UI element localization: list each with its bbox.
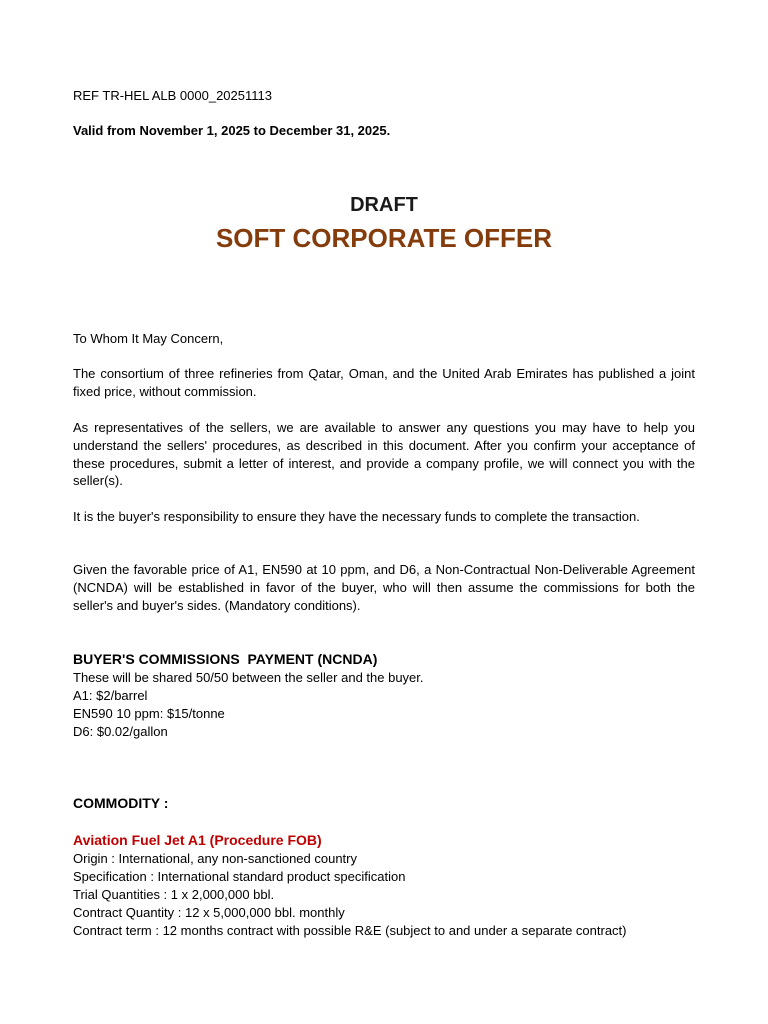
product-heading: Aviation Fuel Jet A1 (Procedure FOB) xyxy=(73,832,322,848)
product-detail-line: Specification : International standard product specification xyxy=(73,869,406,884)
document-title: SOFT CORPORATE OFFER xyxy=(215,223,553,253)
product-details xyxy=(73,850,713,940)
draft-label: DRAFT xyxy=(350,194,418,216)
product-detail-line: Origin : International, any non-sanctioned country xyxy=(73,851,358,866)
commission-line: A1: $2/barrel xyxy=(73,688,148,703)
buyer-commissions-heading: BUYER'S COMMISSIONS PAYMENT (NCNDA) xyxy=(73,651,378,667)
validity-period: Valid from November 1, 2025 to December 31, 2025. xyxy=(73,123,391,138)
product-detail-line: Contract term : 12 months contract with possible R&E (subject to and under a separate contract) xyxy=(73,923,627,938)
reference-number: REF TR-HEL ALB 0000_20251113 xyxy=(73,88,272,103)
commission-line: D6: $0.02/gallon xyxy=(73,724,168,739)
paragraph-consortium: The consortium of three refineries from Qatar, Oman, and the United Arab Emirates has published a joint fixed price, without commission. xyxy=(73,366,695,399)
paragraph-representatives: As representatives of the sellers, we are available to answer any questions you may have to help you understand the sellers' procedures, as described in this document. After you confirm your acceptance of these procedures, submit a letter of interest, and provide a company profile, we will connect you with the seller(s). xyxy=(73,420,695,489)
buyer-commissions-list xyxy=(73,669,424,741)
product-detail-line: Contract Quantity : 12 x 5,000,000 bbl. monthly xyxy=(73,905,345,920)
commission-line: These will be shared 50/50 between the seller and the buyer. xyxy=(73,670,424,685)
salutation: To Whom It May Concern, xyxy=(73,331,224,346)
commission-line: EN590 10 ppm: $15/tonne xyxy=(73,706,225,721)
paragraph-ncnda: Given the favorable price of A1, EN590 at 10 ppm, and D6, a Non-Contractual Non-Deliverable Agreement (NCNDA) will be established in favor of the buyer, who will then assume the commissions for both the seller's and buyer's sides. (Mandatory conditions). xyxy=(73,562,695,613)
paragraph-buyer-responsibility: It is the buyer's responsibility to ensure they have the necessary funds to complete the transaction. xyxy=(73,509,640,524)
product-detail-line: Trial Quantities : 1 x 2,000,000 bbl. xyxy=(73,887,275,902)
commodity-heading: COMMODITY : xyxy=(73,795,169,811)
document-page xyxy=(73,0,695,1024)
